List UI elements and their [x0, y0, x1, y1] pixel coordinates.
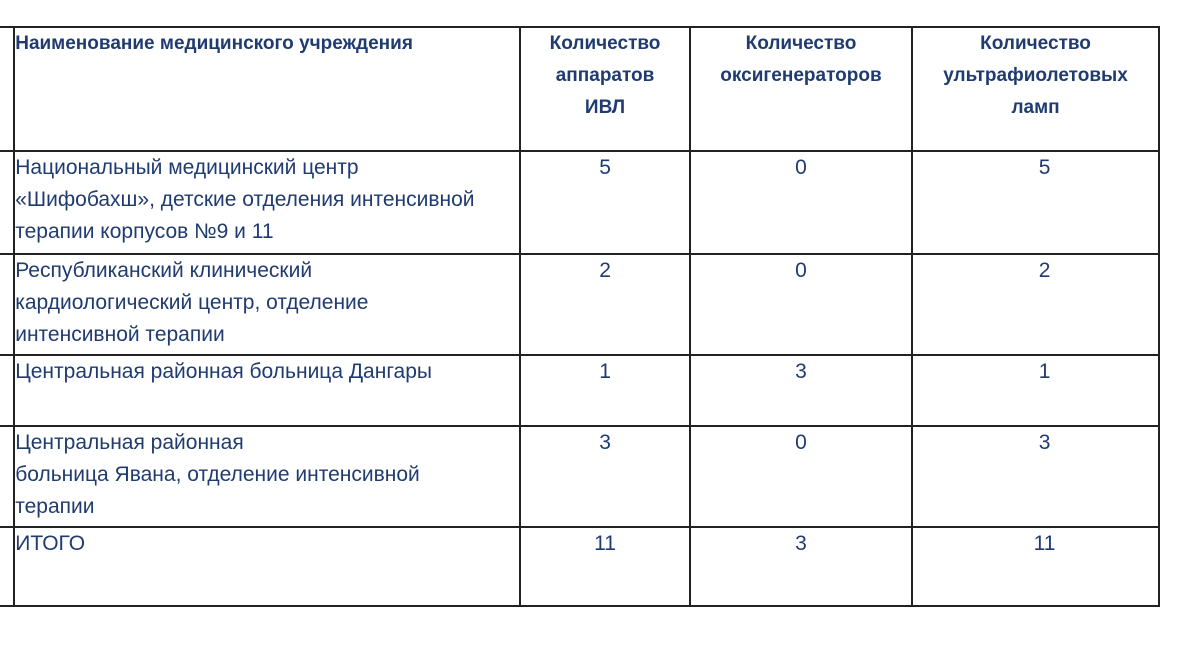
oxygen-concentrators-total-cell: 3 [690, 527, 912, 606]
institution-name-cell: Национальный медицинский центр «Шифобахш», детские отделения интенсивной терапии корпусов №9 и 11 [14, 151, 520, 254]
total-label-cell: ИТОГО [14, 527, 520, 606]
oxygen-concentrators-cell: 0 [690, 254, 912, 355]
uv-lamps-cell: 1 [912, 355, 1159, 426]
institution-name-cell: Центральная районная больница Явана, отделение интенсивной терапии [14, 426, 520, 527]
ventilators-header: Количество аппаратов ИВЛ [520, 27, 690, 151]
row-number-cell [0, 527, 14, 606]
institution-name-cell: Центральная районная больница Дангары [14, 355, 520, 426]
ventilators-cell: 1 [520, 355, 690, 426]
table-row [0, 426, 1159, 527]
row-number-cell [0, 426, 14, 527]
ventilators-cell: 2 [520, 254, 690, 355]
row-number-cell [0, 151, 14, 254]
table-row [0, 151, 1159, 254]
table-header-row [0, 27, 1159, 151]
uv-lamps-total-cell: 11 [912, 527, 1159, 606]
row-number-cell [0, 254, 14, 355]
number-column-header [0, 27, 14, 151]
row-number-cell [0, 355, 14, 426]
table-row [0, 355, 1159, 426]
ventilators-cell: 5 [520, 151, 690, 254]
ventilators-cell: 3 [520, 426, 690, 527]
oxygen-concentrators-cell: 3 [690, 355, 912, 426]
oxygen-concentrators-header: Количество оксигенераторов [690, 27, 912, 151]
equipment-table [0, 26, 1160, 607]
total-row [0, 527, 1159, 606]
uv-lamps-cell: 2 [912, 254, 1159, 355]
ventilators-total-cell: 11 [520, 527, 690, 606]
table-row [0, 254, 1159, 355]
institution-name-header [14, 27, 520, 151]
oxygen-concentrators-cell: 0 [690, 426, 912, 527]
oxygen-concentrators-cell: 0 [690, 151, 912, 254]
uv-lamps-cell: 5 [912, 151, 1159, 254]
institution-name-cell: Республиканский клинический кардиологический центр, отделение интенсивной терапии [14, 254, 520, 355]
uv-lamps-header: Количество ультрафиолетовых ламп [912, 27, 1159, 151]
uv-lamps-cell: 3 [912, 426, 1159, 527]
institution-name-header-text: Наименование медицинского учреждения [15, 33, 413, 54]
